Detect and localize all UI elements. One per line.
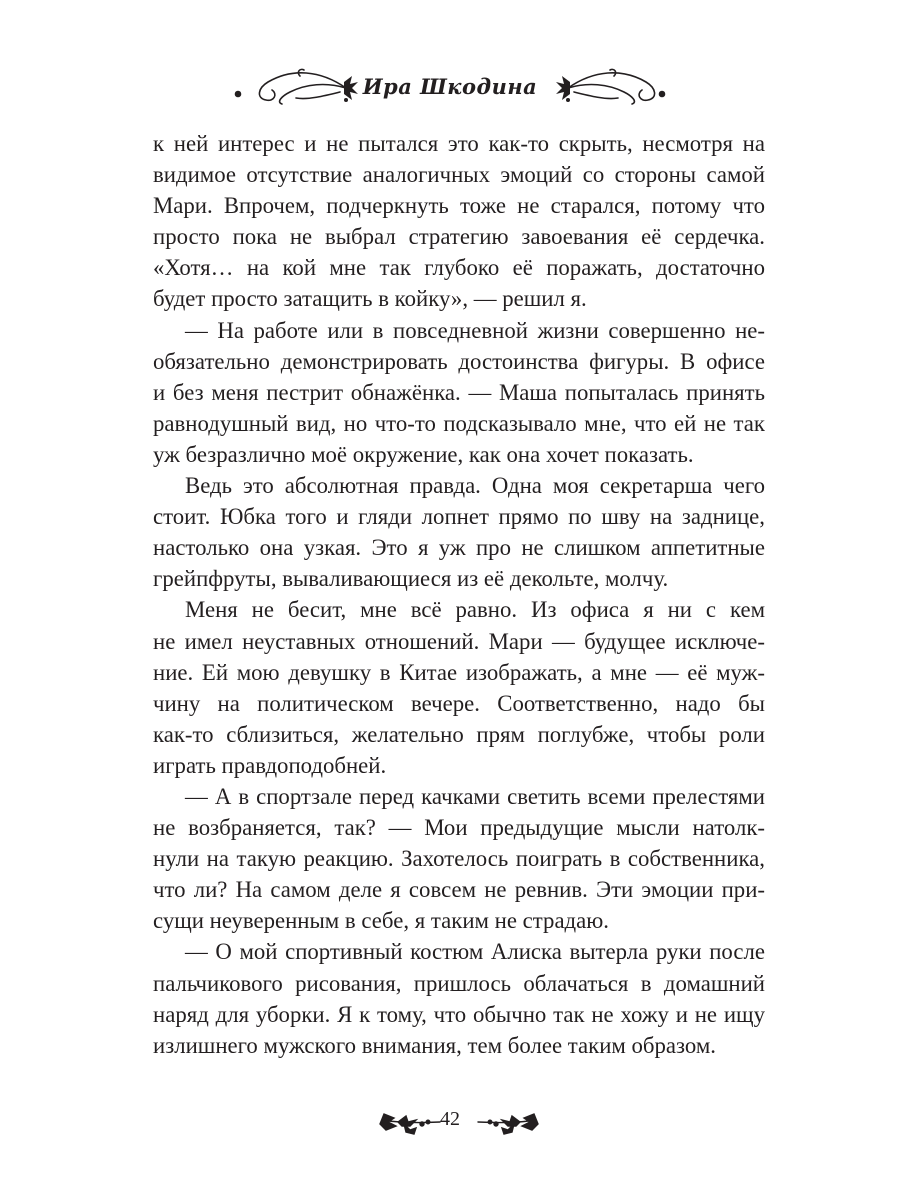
text-line: — А в спортзале перед качками светить всеми прелестями [185, 783, 765, 809]
text-line: просто пока не выбрал стратегию завоевания её сердечка. [153, 224, 765, 250]
text-line: — О мой спортивный костюм Алиска вытерла руки после [185, 939, 765, 965]
text-line: настолько она узкая. Это я уж про не слишком аппетитные [153, 535, 765, 561]
author-name: Ира Шкодина [362, 74, 538, 99]
text-line: к ней интерес и не пытался это как-то скрыть, несмотря на [153, 131, 765, 156]
text-line: Меня не бесит, мне всё равно. Из офиса я ни с кем [185, 597, 765, 623]
text-line: ние. Ей мою девушку в Китае изображать, а мне — её муж- [153, 659, 765, 685]
text-line: наряд для уборки. Я к тому, что обычно так не хожу и не ищу [153, 1001, 765, 1027]
text-line: как-то сблизиться, желательно прям поглубже, чтобы роли [153, 721, 765, 747]
text-line: пальчикового рисования, пришлось облачаться в домашний [153, 970, 765, 996]
text-line: и без меня пестрит обнажёнка. — Маша попыталась принять [153, 379, 765, 405]
text-line: Ведь это абсолютная правда. Одна моя секретарша чего [185, 473, 765, 499]
text-line: сущи неуверенным в себе, я таким не страдаю. [153, 908, 610, 934]
text-line: уж безразлично моё окружение, как она хочет показать. [153, 441, 694, 467]
text-line: что ли? На самом деле я совсем не ревнив. Эти эмоции при- [153, 877, 765, 903]
text-line: будет просто затащить в койку», — решил я. [153, 286, 587, 312]
text-line: Мари. Впрочем, подчеркнуть тоже не старался, потому что [153, 193, 765, 219]
text-line: чину на политическом вечере. Соответственно, надо бы [153, 690, 765, 716]
page-body [153, 128, 765, 1061]
text-line: равнодушный вид, но что-то подсказывало мне, что ей не так [153, 410, 765, 436]
text-line: играть правдоподобней. [153, 752, 387, 778]
text-line: «Хотя… на кой мне так глубоко её поражать, достаточно [153, 255, 765, 281]
running-header [0, 62, 900, 118]
text-line: — На работе или в повседневной жизни совершенно не- [185, 317, 765, 343]
text-line: нули на такую реакцию. Захотелось поиграть в собственника, [153, 846, 765, 872]
page-footer [0, 1102, 900, 1142]
text-line: излишнего мужского внимания, тем более таким образом. [153, 1032, 716, 1058]
text-line: не имел неуставных отношений. Мари — будущее исключе- [153, 628, 765, 654]
text-line: стоит. Юбка того и гляди лопнет прямо по шву на заднице, [153, 504, 765, 530]
text-line: грейпфруты, вываливающиеся из её декольте, молчу. [153, 566, 669, 592]
text-line: обязательно демонстрировать достоинства фигуры. В офисе [153, 348, 765, 374]
text-line: не возбраняется, так? — Мои предыдущие мысли натолк- [153, 815, 765, 841]
page-number: 42 [440, 1108, 460, 1130]
text-line: видимое отсутствие аналогичных эмоций со стороны самой [153, 162, 765, 188]
